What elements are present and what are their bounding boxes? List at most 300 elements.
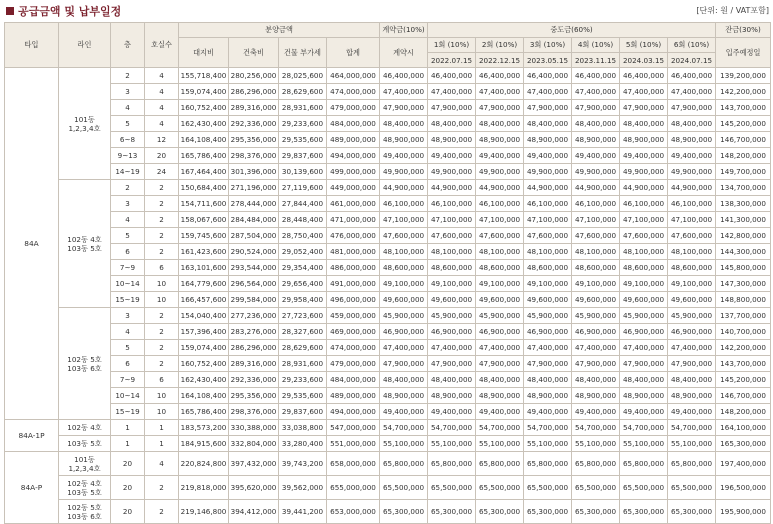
amount-cell: 48,600,000 [428, 260, 476, 276]
amount-cell: 196,500,000 [716, 476, 771, 500]
amount-cell: 49,600,000 [668, 292, 716, 308]
amount-cell: 47,100,000 [476, 212, 524, 228]
amount-cell: 46,400,000 [476, 68, 524, 84]
header-installment-label: 3회 (10%) [524, 38, 572, 53]
header-installment-label: 2회 (10%) [476, 38, 524, 53]
amount-cell: 165,786,400 [179, 404, 229, 420]
amount-cell: 394,412,000 [229, 500, 279, 524]
floor-cell: 3 [111, 196, 145, 212]
amount-cell: 476,000,000 [327, 228, 380, 244]
table-row [5, 244, 771, 260]
units-cell: 2 [145, 340, 179, 356]
amount-cell: 48,600,000 [380, 260, 428, 276]
amount-cell: 49,100,000 [428, 276, 476, 292]
amount-cell: 160,752,400 [179, 356, 229, 372]
line-cell: 102동 4호 103동 5호 [59, 476, 111, 500]
amount-cell: 28,025,600 [279, 68, 327, 84]
amount-cell: 46,400,000 [428, 68, 476, 84]
amount-cell: 49,100,000 [380, 276, 428, 292]
amount-cell: 219,146,800 [179, 500, 229, 524]
floor-cell: 5 [111, 340, 145, 356]
units-cell: 6 [145, 372, 179, 388]
header-installment-date: 2024.07.15 [668, 53, 716, 68]
header-move-in: 입주예정일 [716, 38, 771, 68]
amount-cell: 159,074,400 [179, 84, 229, 100]
amount-cell: 47,400,000 [380, 84, 428, 100]
amount-cell: 47,400,000 [572, 340, 620, 356]
amount-cell: 49,600,000 [524, 292, 572, 308]
amount-cell: 145,200,000 [716, 116, 771, 132]
units-cell: 4 [145, 452, 179, 476]
amount-cell: 49,400,000 [668, 404, 716, 420]
amount-cell: 286,296,000 [229, 84, 279, 100]
amount-cell: 54,700,000 [620, 420, 668, 436]
amount-cell: 471,000,000 [327, 212, 380, 228]
floor-cell: 10~14 [111, 388, 145, 404]
amount-cell: 49,100,000 [476, 276, 524, 292]
table-row [5, 476, 771, 500]
table-row [5, 84, 771, 100]
amount-cell: 47,400,000 [428, 340, 476, 356]
amount-cell: 287,504,000 [229, 228, 279, 244]
amount-cell: 65,300,000 [428, 500, 476, 524]
floor-cell: 1 [111, 420, 145, 436]
amount-cell: 29,837,600 [279, 404, 327, 420]
header-installment-date: 2024.03.15 [620, 53, 668, 68]
floor-cell: 6~8 [111, 132, 145, 148]
line-cell: 102동 5호 103동 6호 [59, 500, 111, 524]
amount-cell: 47,400,000 [524, 340, 572, 356]
amount-cell: 44,900,000 [668, 180, 716, 196]
amount-cell: 449,000,000 [327, 180, 380, 196]
amount-cell: 48,100,000 [524, 244, 572, 260]
amount-cell: 65,300,000 [620, 500, 668, 524]
header-type: 타입 [5, 23, 59, 68]
units-cell: 10 [145, 292, 179, 308]
amount-cell: 143,700,000 [716, 100, 771, 116]
amount-cell: 65,500,000 [476, 476, 524, 500]
units-cell: 2 [145, 308, 179, 324]
amount-cell: 28,750,400 [279, 228, 327, 244]
amount-cell: 491,000,000 [327, 276, 380, 292]
amount-cell: 49,600,000 [620, 292, 668, 308]
amount-cell: 299,584,000 [229, 292, 279, 308]
section-title-text: 공급금액 및 납부일정 [18, 5, 122, 18]
amount-cell: 164,108,400 [179, 132, 229, 148]
amount-cell: 46,900,000 [524, 324, 572, 340]
floor-cell: 20 [111, 452, 145, 476]
amount-cell: 49,100,000 [620, 276, 668, 292]
amount-cell: 55,100,000 [524, 436, 572, 452]
amount-cell: 286,296,000 [229, 340, 279, 356]
amount-cell: 48,100,000 [620, 244, 668, 260]
table-row [5, 228, 771, 244]
amount-cell: 65,500,000 [668, 476, 716, 500]
header-building: 건축비 [229, 38, 279, 68]
header-balance: 잔금(30%) [716, 23, 771, 38]
amount-cell: 164,100,000 [716, 420, 771, 436]
amount-cell: 157,396,400 [179, 324, 229, 340]
floor-cell: 5 [111, 116, 145, 132]
floor-cell: 7~9 [111, 260, 145, 276]
amount-cell: 65,500,000 [620, 476, 668, 500]
amount-cell: 46,100,000 [572, 196, 620, 212]
floor-cell: 9~13 [111, 148, 145, 164]
amount-cell: 48,400,000 [428, 372, 476, 388]
amount-cell: 48,100,000 [476, 244, 524, 260]
amount-cell: 47,600,000 [380, 228, 428, 244]
amount-cell: 48,900,000 [380, 388, 428, 404]
floor-cell: 10~14 [111, 276, 145, 292]
header-middle: 중도금(60%) [428, 23, 716, 38]
amount-cell: 48,900,000 [572, 388, 620, 404]
amount-cell: 220,824,800 [179, 452, 229, 476]
amount-cell: 163,101,600 [179, 260, 229, 276]
units-cell: 1 [145, 436, 179, 452]
amount-cell: 49,400,000 [524, 148, 572, 164]
amount-cell: 47,900,000 [428, 356, 476, 372]
table-header [5, 23, 771, 68]
amount-cell: 46,100,000 [668, 196, 716, 212]
units-cell: 6 [145, 260, 179, 276]
amount-cell: 54,700,000 [572, 420, 620, 436]
amount-cell: 551,000,000 [327, 436, 380, 452]
amount-cell: 47,100,000 [572, 212, 620, 228]
amount-cell: 65,300,000 [572, 500, 620, 524]
table-row [5, 420, 771, 436]
units-cell: 2 [145, 196, 179, 212]
amount-cell: 46,900,000 [668, 324, 716, 340]
amount-cell: 145,800,000 [716, 260, 771, 276]
amount-cell: 49,400,000 [572, 404, 620, 420]
amount-cell: 47,900,000 [380, 100, 428, 116]
table-row [5, 68, 771, 84]
amount-cell: 474,000,000 [327, 340, 380, 356]
amount-cell: 44,900,000 [476, 180, 524, 196]
amount-cell: 489,000,000 [327, 132, 380, 148]
units-cell: 2 [145, 356, 179, 372]
amount-cell: 48,900,000 [524, 388, 572, 404]
amount-cell: 47,600,000 [428, 228, 476, 244]
amount-cell: 46,900,000 [428, 324, 476, 340]
amount-cell: 197,400,000 [716, 452, 771, 476]
square-bullet-icon [6, 7, 14, 15]
floor-cell: 2 [111, 180, 145, 196]
amount-cell: 47,400,000 [380, 340, 428, 356]
amount-cell: 165,786,400 [179, 148, 229, 164]
amount-cell: 48,400,000 [524, 372, 572, 388]
amount-cell: 48,900,000 [620, 132, 668, 148]
amount-cell: 47,900,000 [620, 356, 668, 372]
amount-cell: 49,400,000 [380, 148, 428, 164]
amount-cell: 46,900,000 [476, 324, 524, 340]
amount-cell: 47,900,000 [620, 100, 668, 116]
table-row [5, 500, 771, 524]
amount-cell: 289,316,000 [229, 356, 279, 372]
amount-cell: 27,119,600 [279, 180, 327, 196]
amount-cell: 162,430,400 [179, 372, 229, 388]
amount-cell: 49,900,000 [524, 164, 572, 180]
amount-cell: 55,100,000 [380, 436, 428, 452]
amount-cell: 484,000,000 [327, 372, 380, 388]
line-cell: 101동 1,2,3,4호 [59, 452, 111, 476]
floor-cell: 1 [111, 436, 145, 452]
amount-cell: 144,300,000 [716, 244, 771, 260]
amount-cell: 147,300,000 [716, 276, 771, 292]
amount-cell: 49,400,000 [428, 404, 476, 420]
floor-cell: 15~19 [111, 292, 145, 308]
amount-cell: 397,432,000 [229, 452, 279, 476]
amount-cell: 479,000,000 [327, 356, 380, 372]
amount-cell: 283,276,000 [229, 324, 279, 340]
header-contract-when: 계약시 [380, 38, 428, 68]
header-installment-date: 2022.07.15 [428, 53, 476, 68]
amount-cell: 47,900,000 [428, 100, 476, 116]
amount-cell: 65,500,000 [572, 476, 620, 500]
header-line: 라인 [59, 23, 111, 68]
header-land: 대지비 [179, 38, 229, 68]
amount-cell: 45,900,000 [428, 308, 476, 324]
amount-cell: 48,400,000 [380, 372, 428, 388]
amount-cell: 39,743,200 [279, 452, 327, 476]
amount-cell: 49,100,000 [572, 276, 620, 292]
table-row [5, 132, 771, 148]
header-sale-price: 분양금액 [179, 23, 380, 38]
amount-cell: 28,629,600 [279, 340, 327, 356]
amount-cell: 48,400,000 [572, 372, 620, 388]
amount-cell: 47,900,000 [572, 356, 620, 372]
amount-cell: 134,700,000 [716, 180, 771, 196]
amount-cell: 48,600,000 [572, 260, 620, 276]
table-row [5, 276, 771, 292]
amount-cell: 47,100,000 [428, 212, 476, 228]
amount-cell: 184,915,600 [179, 436, 229, 452]
amount-cell: 47,400,000 [524, 84, 572, 100]
amount-cell: 54,700,000 [524, 420, 572, 436]
amount-cell: 49,400,000 [476, 404, 524, 420]
header-contract: 계약금(10%) [380, 23, 428, 38]
amount-cell: 65,800,000 [668, 452, 716, 476]
amount-cell: 160,752,400 [179, 100, 229, 116]
table-row [5, 180, 771, 196]
amount-cell: 150,684,400 [179, 180, 229, 196]
header-installment-label: 1회 (10%) [428, 38, 476, 53]
amount-cell: 658,000,000 [327, 452, 380, 476]
amount-cell: 49,600,000 [380, 292, 428, 308]
table-row [5, 116, 771, 132]
amount-cell: 494,000,000 [327, 148, 380, 164]
amount-cell: 65,800,000 [476, 452, 524, 476]
amount-cell: 28,931,600 [279, 356, 327, 372]
amount-cell: 29,052,400 [279, 244, 327, 260]
amount-cell: 293,544,000 [229, 260, 279, 276]
amount-cell: 45,900,000 [476, 308, 524, 324]
amount-cell: 48,400,000 [428, 116, 476, 132]
amount-cell: 46,400,000 [620, 68, 668, 84]
amount-cell: 47,400,000 [620, 84, 668, 100]
amount-cell: 48,100,000 [572, 244, 620, 260]
amount-cell: 48,900,000 [428, 388, 476, 404]
amount-cell: 65,300,000 [524, 500, 572, 524]
amount-cell: 46,900,000 [572, 324, 620, 340]
floor-cell: 6 [111, 356, 145, 372]
amount-cell: 47,400,000 [668, 340, 716, 356]
amount-cell: 65,500,000 [524, 476, 572, 500]
table-row [5, 404, 771, 420]
amount-cell: 49,600,000 [572, 292, 620, 308]
type-cell: 84A-1P [5, 420, 59, 452]
amount-cell: 27,723,600 [279, 308, 327, 324]
amount-cell: 469,000,000 [327, 324, 380, 340]
amount-cell: 48,600,000 [524, 260, 572, 276]
amount-cell: 47,400,000 [572, 84, 620, 100]
amount-cell: 48,400,000 [620, 116, 668, 132]
table-row [5, 388, 771, 404]
amount-cell: 49,900,000 [380, 164, 428, 180]
amount-cell: 494,000,000 [327, 404, 380, 420]
amount-cell: 146,700,000 [716, 388, 771, 404]
amount-cell: 49,900,000 [620, 164, 668, 180]
units-cell: 2 [145, 500, 179, 524]
amount-cell: 158,067,600 [179, 212, 229, 228]
amount-cell: 49,600,000 [428, 292, 476, 308]
amount-cell: 167,464,400 [179, 164, 229, 180]
floor-cell: 4 [111, 212, 145, 228]
amount-cell: 149,700,000 [716, 164, 771, 180]
amount-cell: 486,000,000 [327, 260, 380, 276]
amount-cell: 49,400,000 [476, 148, 524, 164]
amount-cell: 290,524,000 [229, 244, 279, 260]
amount-cell: 49,400,000 [572, 148, 620, 164]
amount-cell: 54,700,000 [428, 420, 476, 436]
amount-cell: 139,200,000 [716, 68, 771, 84]
amount-cell: 49,400,000 [380, 404, 428, 420]
floor-cell: 5 [111, 228, 145, 244]
units-cell: 10 [145, 276, 179, 292]
amount-cell: 48,100,000 [428, 244, 476, 260]
amount-cell: 44,900,000 [620, 180, 668, 196]
line-cell: 103동 5호 [59, 436, 111, 452]
floor-cell: 14~19 [111, 164, 145, 180]
amount-cell: 39,441,200 [279, 500, 327, 524]
amount-cell: 165,300,000 [716, 436, 771, 452]
amount-cell: 55,100,000 [572, 436, 620, 452]
floor-cell: 20 [111, 476, 145, 500]
amount-cell: 54,700,000 [668, 420, 716, 436]
amount-cell: 148,800,000 [716, 292, 771, 308]
amount-cell: 45,900,000 [524, 308, 572, 324]
amount-cell: 54,700,000 [380, 420, 428, 436]
floor-cell: 15~19 [111, 404, 145, 420]
amount-cell: 47,600,000 [476, 228, 524, 244]
amount-cell: 47,600,000 [572, 228, 620, 244]
units-cell: 10 [145, 404, 179, 420]
amount-cell: 48,900,000 [476, 132, 524, 148]
table-row [5, 356, 771, 372]
floor-cell: 20 [111, 500, 145, 524]
amount-cell: 27,844,400 [279, 196, 327, 212]
amount-cell: 161,423,600 [179, 244, 229, 260]
amount-cell: 48,900,000 [668, 388, 716, 404]
amount-cell: 47,900,000 [524, 356, 572, 372]
table-row [5, 212, 771, 228]
amount-cell: 45,900,000 [620, 308, 668, 324]
floor-cell: 7~9 [111, 372, 145, 388]
amount-cell: 148,200,000 [716, 148, 771, 164]
units-cell: 2 [145, 212, 179, 228]
amount-cell: 277,236,000 [229, 308, 279, 324]
units-cell: 10 [145, 388, 179, 404]
amount-cell: 459,000,000 [327, 308, 380, 324]
section-title [6, 3, 121, 19]
amount-cell: 271,196,000 [229, 180, 279, 196]
amount-cell: 49,900,000 [428, 164, 476, 180]
amount-cell: 653,000,000 [327, 500, 380, 524]
amount-cell: 29,233,600 [279, 372, 327, 388]
amount-cell: 46,400,000 [572, 68, 620, 84]
amount-cell: 298,376,000 [229, 148, 279, 164]
amount-cell: 142,800,000 [716, 228, 771, 244]
amount-cell: 29,656,400 [279, 276, 327, 292]
amount-cell: 547,000,000 [327, 420, 380, 436]
units-cell: 2 [145, 244, 179, 260]
header-installment-date: 2022.12.15 [476, 53, 524, 68]
amount-cell: 47,900,000 [524, 100, 572, 116]
amount-cell: 49,400,000 [524, 404, 572, 420]
amount-cell: 289,316,000 [229, 100, 279, 116]
amount-cell: 655,000,000 [327, 476, 380, 500]
table-row [5, 340, 771, 356]
amount-cell: 47,400,000 [476, 340, 524, 356]
table-row [5, 260, 771, 276]
amount-cell: 28,931,600 [279, 100, 327, 116]
amount-cell: 47,400,000 [428, 84, 476, 100]
amount-cell: 46,100,000 [524, 196, 572, 212]
amount-cell: 47,400,000 [668, 84, 716, 100]
amount-cell: 39,562,000 [279, 476, 327, 500]
amount-cell: 47,900,000 [668, 356, 716, 372]
amount-cell: 55,100,000 [620, 436, 668, 452]
amount-cell: 29,354,400 [279, 260, 327, 276]
header-installment-date: 2023.11.15 [572, 53, 620, 68]
amount-cell: 48,400,000 [476, 116, 524, 132]
units-cell: 24 [145, 164, 179, 180]
amount-cell: 461,000,000 [327, 196, 380, 212]
amount-cell: 45,900,000 [380, 308, 428, 324]
units-cell: 2 [145, 228, 179, 244]
amount-cell: 28,629,600 [279, 84, 327, 100]
amount-cell: 49,900,000 [668, 164, 716, 180]
amount-cell: 47,900,000 [380, 356, 428, 372]
amount-cell: 55,100,000 [668, 436, 716, 452]
table-row [5, 148, 771, 164]
amount-cell: 28,448,400 [279, 212, 327, 228]
amount-cell: 48,900,000 [620, 388, 668, 404]
amount-cell: 141,300,000 [716, 212, 771, 228]
floor-cell: 3 [111, 308, 145, 324]
amount-cell: 489,000,000 [327, 388, 380, 404]
amount-cell: 301,396,000 [229, 164, 279, 180]
amount-cell: 49,400,000 [428, 148, 476, 164]
amount-cell: 48,400,000 [380, 116, 428, 132]
amount-cell: 65,800,000 [572, 452, 620, 476]
amount-cell: 48,900,000 [476, 388, 524, 404]
amount-cell: 284,484,000 [229, 212, 279, 228]
amount-cell: 48,900,000 [428, 132, 476, 148]
amount-cell: 164,108,400 [179, 388, 229, 404]
amount-cell: 49,100,000 [524, 276, 572, 292]
table-row [5, 164, 771, 180]
